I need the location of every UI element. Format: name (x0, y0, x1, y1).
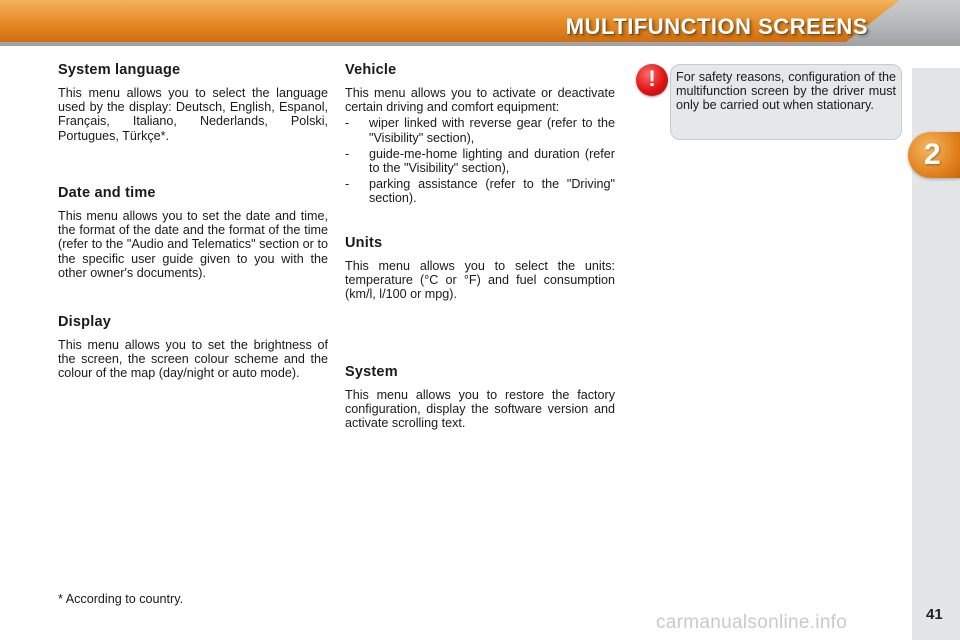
section-date-time (58, 185, 328, 280)
list-item-text: guide-me-home lighting and duration (refer to the "Visibility" section), (369, 146, 615, 176)
heading-date-time: Date and time (58, 185, 156, 201)
safety-warning-text: For safety reasons, configuration of the multifunction screen by the driver must only be carried out when stationary. (676, 70, 896, 113)
exclamation-icon (636, 64, 668, 96)
list-item-text: wiper linked with reverse gear (refer to the "Visibility" section), (369, 116, 615, 145)
heading-vehicle: Vehicle (345, 62, 397, 78)
page-title: MULTIFUNCTION SCREENS (565, 14, 868, 39)
section-units (345, 235, 615, 302)
heading-system-language: System language (58, 62, 181, 78)
list-dash: - (345, 116, 350, 131)
list-item (345, 116, 615, 144)
text-date-time: This menu allows you to set the date and time, the format of the date and the format of the time (refer to the "Audio and Telematics" section or to the specific user guide given to you with the other owner's documents). (58, 209, 328, 280)
section-system (345, 364, 615, 431)
heading-system: System (345, 364, 398, 380)
list-item-text: parking assistance (refer to the "Driving" section). (369, 177, 615, 206)
vehicle-equipment-list (345, 116, 615, 205)
section-display (58, 314, 328, 381)
page-number: 41 (926, 606, 943, 623)
chapter-number: 2 (924, 138, 941, 171)
text-system-language: This menu allows you to select the language used by the display: Deutsch, English, Espanol, Français, Italiano, Nederlands, Polski, Portugues, Türkçe*. (58, 86, 328, 143)
list-item (345, 177, 615, 205)
section-system-language (58, 62, 328, 143)
list-dash: - (345, 146, 350, 161)
heading-units: Units (345, 235, 383, 251)
text-display: This menu allows you to set the brightness of the screen, the screen colour scheme and the colour of the map (day/night or auto mode). (58, 338, 328, 381)
text-vehicle: This menu allows you to activate or deactivate certain driving and comfort equipment: (345, 86, 615, 115)
text-units: This menu allows you to select the units: temperature (°C or °F) and fuel consumption (km/l, l/100 or mpg). (345, 259, 615, 302)
watermark: carmanualsonline.info (656, 612, 848, 633)
list-item (345, 147, 615, 175)
section-vehicle (345, 62, 615, 206)
list-dash: - (345, 177, 350, 192)
text-system: This menu allows you to restore the factory configuration, display the software version and activate scrolling text. (345, 388, 615, 431)
footnote: * According to country. (58, 592, 184, 606)
exclamation-symbol: ! (648, 66, 656, 91)
heading-display: Display (58, 314, 111, 330)
